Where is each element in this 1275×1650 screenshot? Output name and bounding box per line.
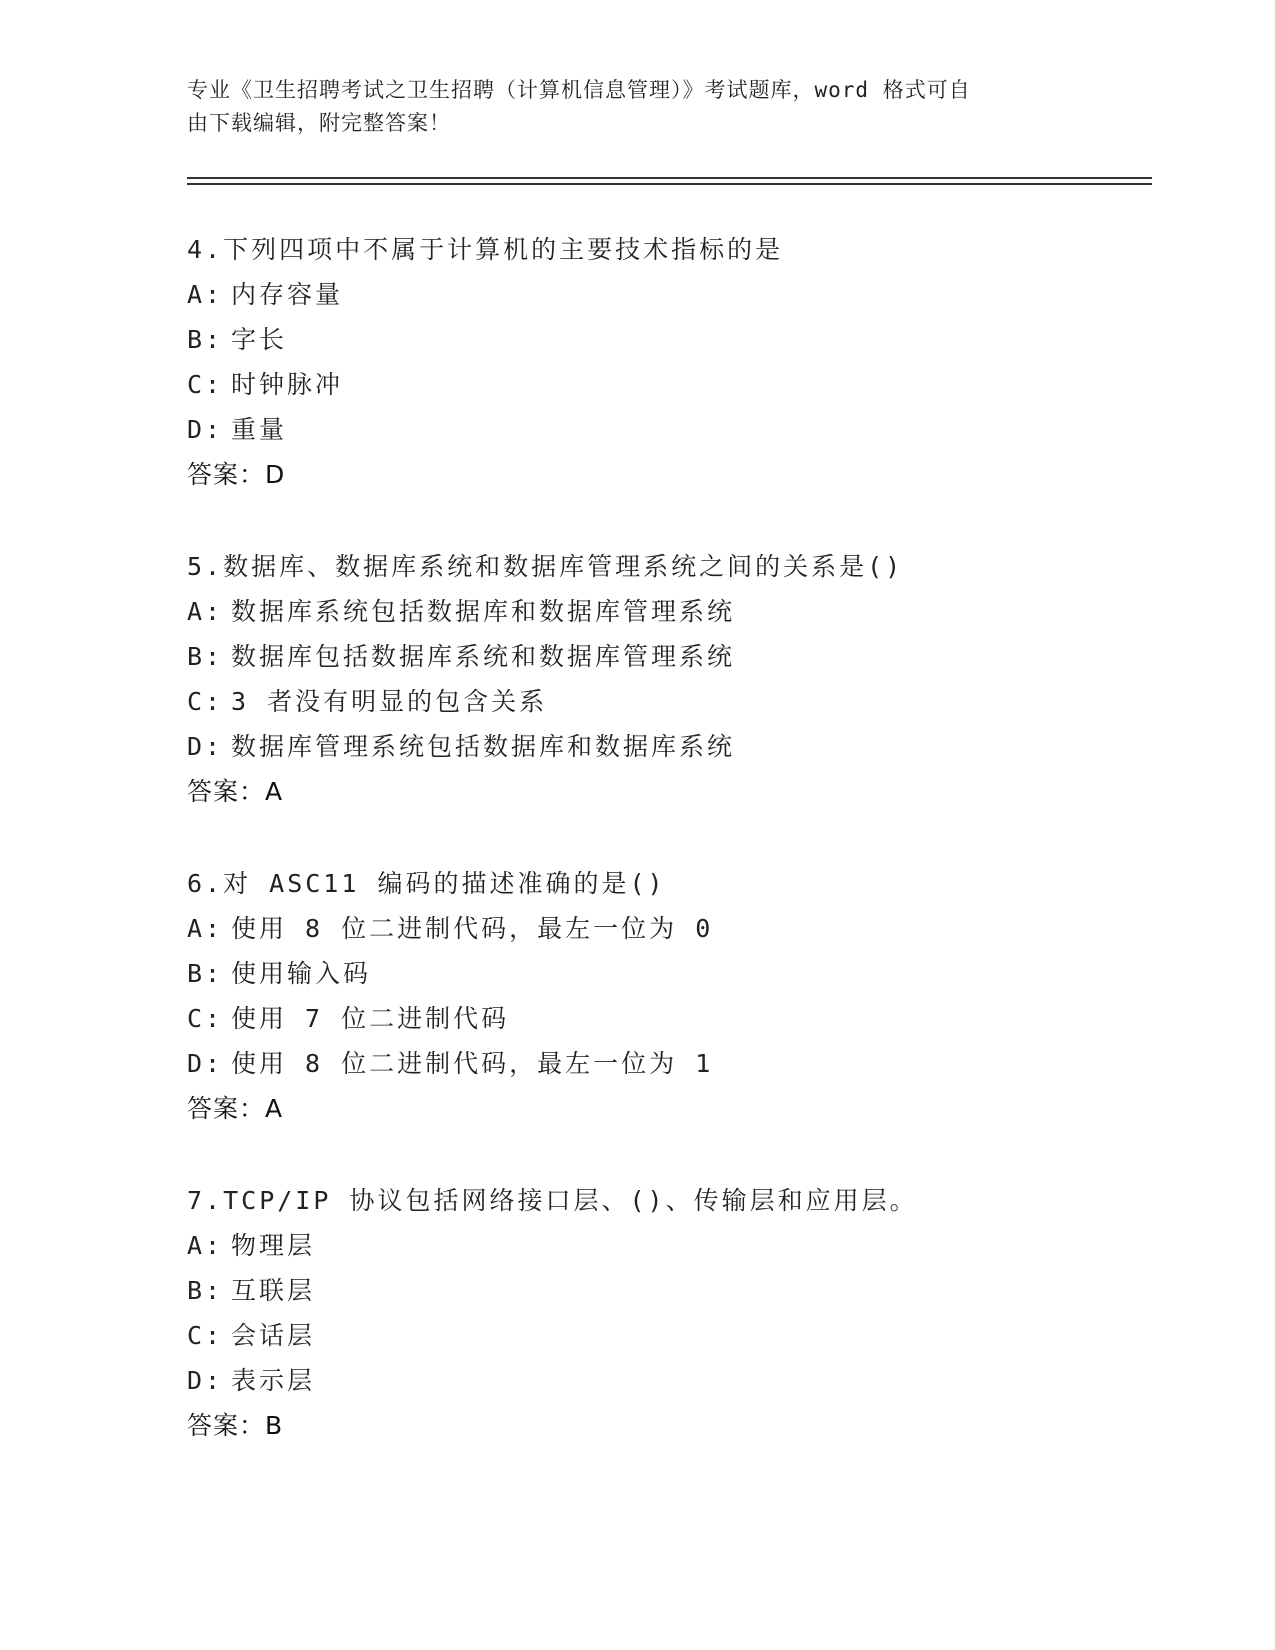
option-label: D:	[187, 1049, 224, 1078]
option-label: B:	[187, 325, 224, 354]
header-rule-top	[187, 177, 1152, 179]
option-b	[187, 317, 1147, 362]
option-label: C:	[187, 687, 224, 716]
question-stem: 7.TCP/IP 协议包括网络接口层、()、传输层和应用层。	[187, 1186, 918, 1215]
option-label: A:	[187, 280, 224, 309]
document-header	[187, 74, 1067, 140]
header-line-1: 专业《卫生招聘考试之卫生招聘（计算机信息管理）》考试题库，word 格式可自	[187, 78, 971, 102]
option-text: 数据库系统包括数据库和数据库管理系统	[231, 597, 736, 626]
answer: 答案：D	[187, 460, 286, 489]
option-label: B:	[187, 642, 224, 671]
option-label: D:	[187, 415, 224, 444]
option-a	[187, 906, 1147, 951]
option-text: 使用 7 位二进制代码	[231, 1004, 510, 1033]
option-a	[187, 589, 1147, 634]
question-5	[187, 544, 1147, 814]
option-c	[187, 362, 1147, 407]
option-a	[187, 272, 1147, 317]
option-c	[187, 996, 1147, 1041]
option-d	[187, 407, 1147, 452]
option-text: 表示层	[231, 1366, 316, 1395]
option-b	[187, 1268, 1147, 1313]
option-label: B:	[187, 1276, 224, 1305]
answer: 答案：A	[187, 1094, 284, 1123]
option-text: 3 者没有明显的包含关系	[231, 687, 548, 716]
option-text: 数据库管理系统包括数据库和数据库系统	[231, 732, 736, 761]
answer: 答案：A	[187, 777, 284, 806]
option-label: D:	[187, 732, 224, 761]
option-text: 互联层	[231, 1276, 316, 1305]
option-label: B:	[187, 959, 224, 988]
option-text: 物理层	[231, 1231, 316, 1260]
option-a	[187, 1223, 1147, 1268]
option-text: 使用输入码	[231, 959, 372, 988]
option-d	[187, 724, 1147, 769]
option-label: A:	[187, 597, 224, 626]
option-c	[187, 679, 1147, 724]
option-text: 重量	[231, 415, 288, 444]
option-label: C:	[187, 1004, 224, 1033]
option-text: 字长	[231, 325, 288, 354]
question-stem: 5.数据库、数据库系统和数据库管理系统之间的关系是()	[187, 552, 904, 581]
option-text: 数据库包括数据库系统和数据库管理系统	[231, 642, 736, 671]
option-c	[187, 1313, 1147, 1358]
question-stem: 4.下列四项中不属于计算机的主要技术指标的是	[187, 235, 784, 264]
option-text: 使用 8 位二进制代码，最左一位为 0	[231, 914, 714, 943]
option-d	[187, 1041, 1147, 1086]
question-7	[187, 1178, 1147, 1448]
option-text: 会话层	[231, 1321, 316, 1350]
option-b	[187, 951, 1147, 996]
option-label: C:	[187, 1321, 224, 1350]
answer: 答案：B	[187, 1411, 284, 1440]
option-b	[187, 634, 1147, 679]
option-label: A:	[187, 1231, 224, 1260]
option-text: 时钟脉冲	[231, 370, 344, 399]
question-6	[187, 861, 1147, 1131]
header-line-2: 由下载编辑，附完整答案！	[187, 111, 451, 135]
option-text: 使用 8 位二进制代码，最左一位为 1	[231, 1049, 714, 1078]
option-label: C:	[187, 370, 224, 399]
header-rule-bottom	[187, 183, 1152, 185]
option-text: 内存容量	[231, 280, 344, 309]
question-stem: 6.对 ASC11 编码的描述准确的是()	[187, 869, 666, 898]
option-label: A:	[187, 914, 224, 943]
option-d	[187, 1358, 1147, 1403]
option-label: D:	[187, 1366, 224, 1395]
question-4	[187, 227, 1147, 497]
